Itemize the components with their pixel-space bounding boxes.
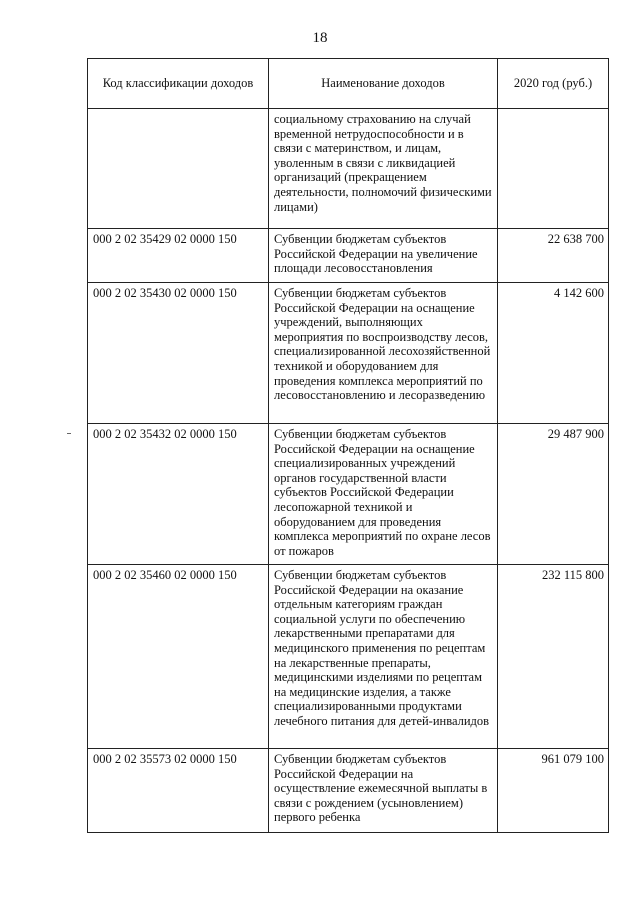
revenue-table (87, 58, 609, 833)
row-code: 000 2 02 35432 02 0000 150 (88, 424, 269, 565)
row-code: 000 2 02 35573 02 0000 150 (88, 749, 269, 833)
row-code (88, 109, 269, 229)
row-name: Субвенции бюджетам субъектов Российской Федерации на осуществление ежемесячной выплаты в связи с рождением (усыновлением) первого ребенка (269, 749, 498, 833)
row-amount: 961 079 100 (498, 749, 609, 833)
header-amount: 2020 год (руб.) (498, 59, 609, 109)
row-name: Субвенции бюджетам субъектов Российской Федерации на оснащение специализированных учреждений органов государственной власти субъектов Российской Федерации лесопожарной техникой и оборудованием для проведения комплекса мероприятий по охране лесов от пожаров (269, 424, 498, 565)
row-name: Субвенции бюджетам субъектов Российской Федерации на увеличение площади лесовосстановления (269, 229, 498, 283)
header-name: Наименование доходов (269, 59, 498, 109)
row-amount: 22 638 700 (498, 229, 609, 283)
row-amount: 29 487 900 (498, 424, 609, 565)
row-code: 000 2 02 35429 02 0000 150 (88, 229, 269, 283)
row-name: Субвенции бюджетам субъектов Российской Федерации на оснащение учреждений, выполняющих мероприятия по воспроизводству лесов, специализированной лесохозяйственной техникой и оборудованием для проведения комплекса мероприятий по лесовосстановлению и лесоразведению (269, 283, 498, 424)
margin-mark (67, 433, 71, 434)
row-amount: 4 142 600 (498, 283, 609, 424)
row-amount: 232 115 800 (498, 565, 609, 749)
row-code: 000 2 02 35460 02 0000 150 (88, 565, 269, 749)
row-code: 000 2 02 35430 02 0000 150 (88, 283, 269, 424)
table-row (88, 565, 609, 749)
table-header-row (88, 59, 609, 109)
row-name: Субвенции бюджетам субъектов Российской Федерации на оказание отдельным категориям граждан социальной услуги по обеспечению лекарственными препаратами для медицинского применения по рецептам на лекарственные препараты, медицинскими изделиями по рецептам на медицинские изделия, а также специализированными продуктами лечебного питания для детей-инвалидов (269, 565, 498, 749)
table-row (88, 424, 609, 565)
page-number: 18 (312, 30, 328, 46)
table-row (88, 749, 609, 833)
header-code: Код классификации доходов (88, 59, 269, 109)
row-amount (498, 109, 609, 229)
row-name: социальному страхованию на случай временной нетрудоспособности и в связи с материнством, и лицам, уволенным в связи с ликвидацией организаций (прекращением деятельности, полномочий физическими лицами) (269, 109, 498, 229)
table-row (88, 283, 609, 424)
table-row (88, 109, 609, 229)
table-row (88, 229, 609, 283)
